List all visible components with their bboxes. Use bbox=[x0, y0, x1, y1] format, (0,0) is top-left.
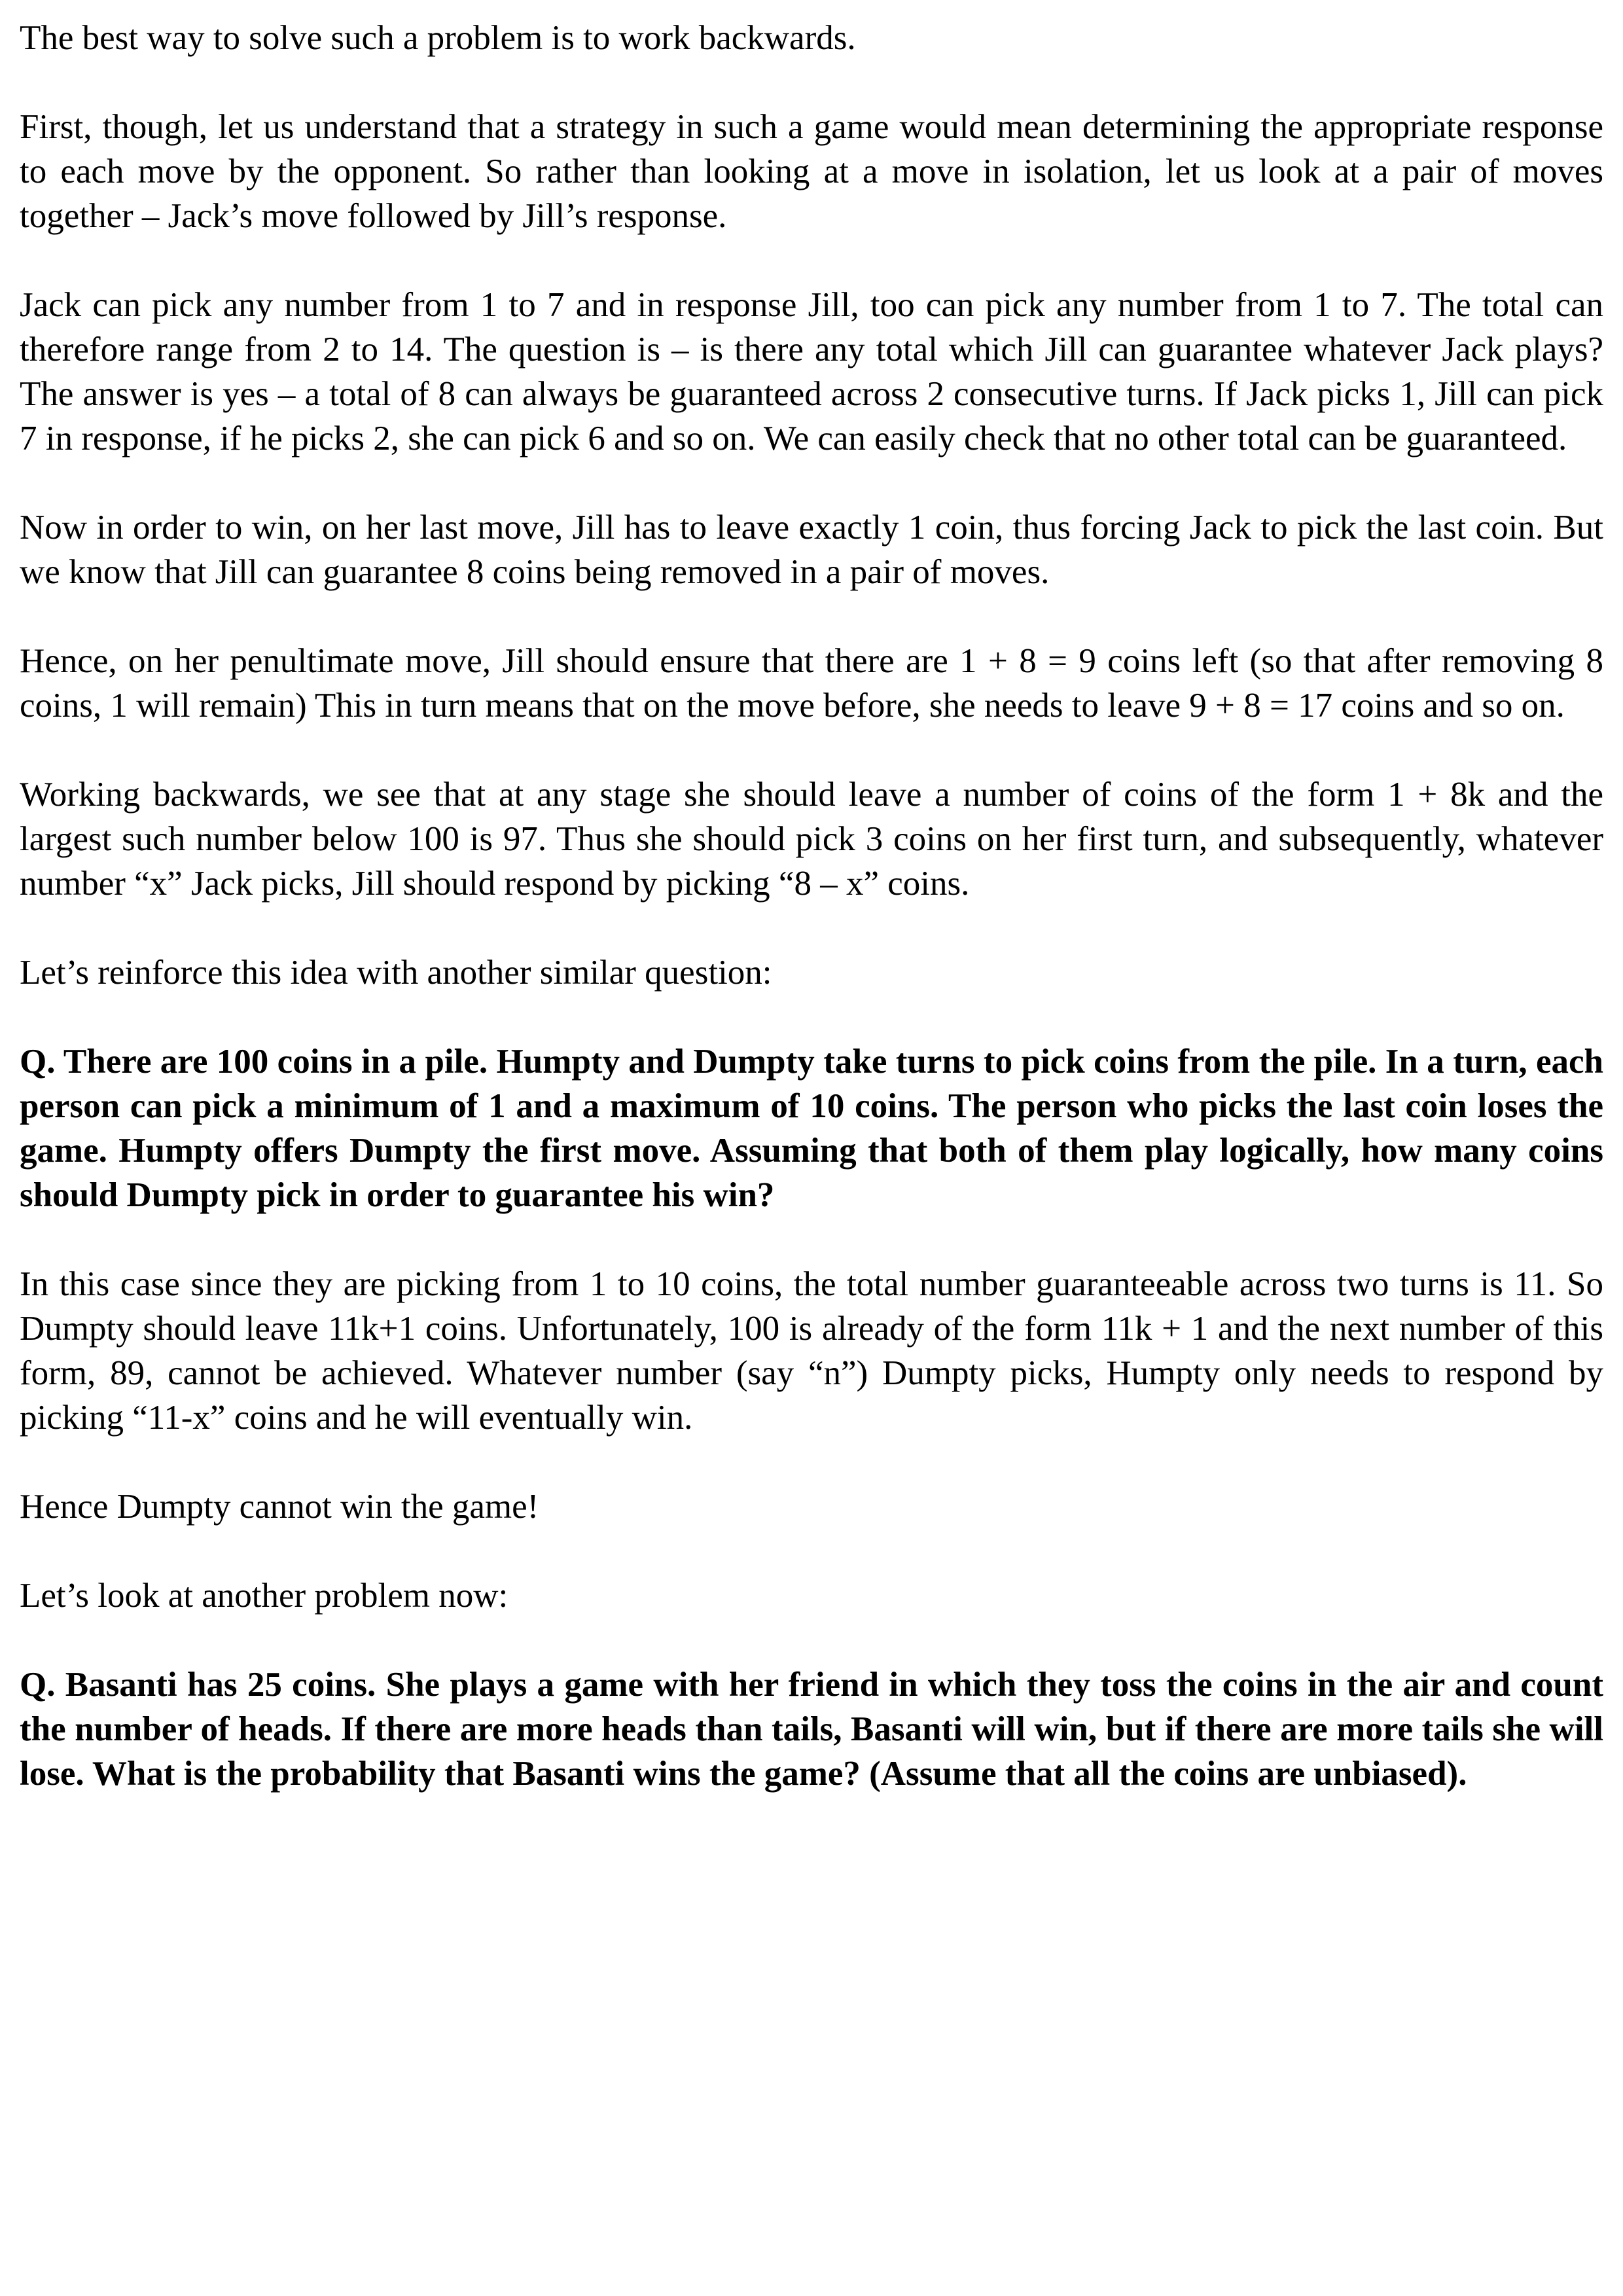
question-basanti-coins: Q. Basanti has 25 coins. She plays a game with her friend in which they toss the coins in the air and count the number of heads. If there are more heads than tails, Basanti will win, but if there are more tails she will lose. What is the probability that Basanti wins the game? (Assume that all the coins are unbiased). bbox=[20, 1666, 1603, 1793]
paragraph-jack-jill-range: Jack can pick any number from 1 to 7 and in response Jill, too can pick any number from 1 to 7. The total can therefore range from 2 to 14. The question is – is there any total which Jill can guarantee whatever Jack plays? The answer is yes – a total of 8 can always be guaranteed across 2 consecutive turns. If Jack picks 1, Jill can pick 7 in response, if he picks 2, she can pick 6 and so on. We can easily check that no other total can be guaranteed. bbox=[20, 286, 1603, 457]
paragraph-reinforce-prompt: Let’s reinforce this idea with another similar question: bbox=[20, 954, 772, 992]
paragraph-dumpty-conclusion: Hence Dumpty cannot win the game! bbox=[20, 1488, 539, 1526]
paragraph-strategy-explanation: First, though, let us understand that a strategy in such a game would mean determining the appropriate response to each move by the opponent. So rather than looking at a move in isolation, let us look at a pair of moves together – Jack’s move followed by Jill’s response. bbox=[20, 108, 1603, 235]
paragraph-working-backwards: Working backwards, we see that at any stage she should leave a number of coins of the form 1 + 8k and the largest such number below 100 is 97. Thus she should pick 3 coins on her first turn, and subsequently, whatever number “x” Jack picks, Jill should respond by picking “8 – x” coins. bbox=[20, 776, 1603, 903]
paragraph-intro-backwards: The best way to solve such a problem is to work backwards. bbox=[20, 19, 856, 57]
paragraph-penultimate-move: Hence, on her penultimate move, Jill should ensure that there are 1 + 8 = 9 coins left (so that after removing 8 coins, 1 will remain) This in turn means that on the move before, she needs to leave 9 + 8 = 17 coins and so on. bbox=[20, 642, 1603, 725]
paragraph-humpty-dumpty-solution: In this case since they are picking from 1 to 10 coins, the total number guaranteeable across two turns is 11. So Dumpty should leave 11k+1 coins. Unfortunately, 100 is already of the form 11k + 1 and the next number of this form, 89, cannot be achieved. Whatever number (say “n”) Dumpty picks, Humpty only needs to respond by picking “11-x” coins and he will eventually win. bbox=[20, 1265, 1603, 1437]
paragraph-next-problem-prompt: Let’s look at another problem now: bbox=[20, 1577, 508, 1615]
question-humpty-dumpty: Q. There are 100 coins in a pile. Humpty and Dumpty take turns to pick coins from the pile. In a turn, each person can pick a minimum of 1 and a maximum of 10 coins. The person who picks the last coin loses the game. Humpty offers Dumpty the first move. Assuming that both of them play logically, how many coins should Dumpty pick in order to guarantee his win? bbox=[20, 1043, 1603, 1214]
document-body bbox=[20, 16, 1603, 1796]
paragraph-last-move-condition: Now in order to win, on her last move, Jill has to leave exactly 1 coin, thus forcing Jack to pick the last coin. But we know that Jill can guarantee 8 coins being removed in a pair of moves. bbox=[20, 509, 1603, 591]
